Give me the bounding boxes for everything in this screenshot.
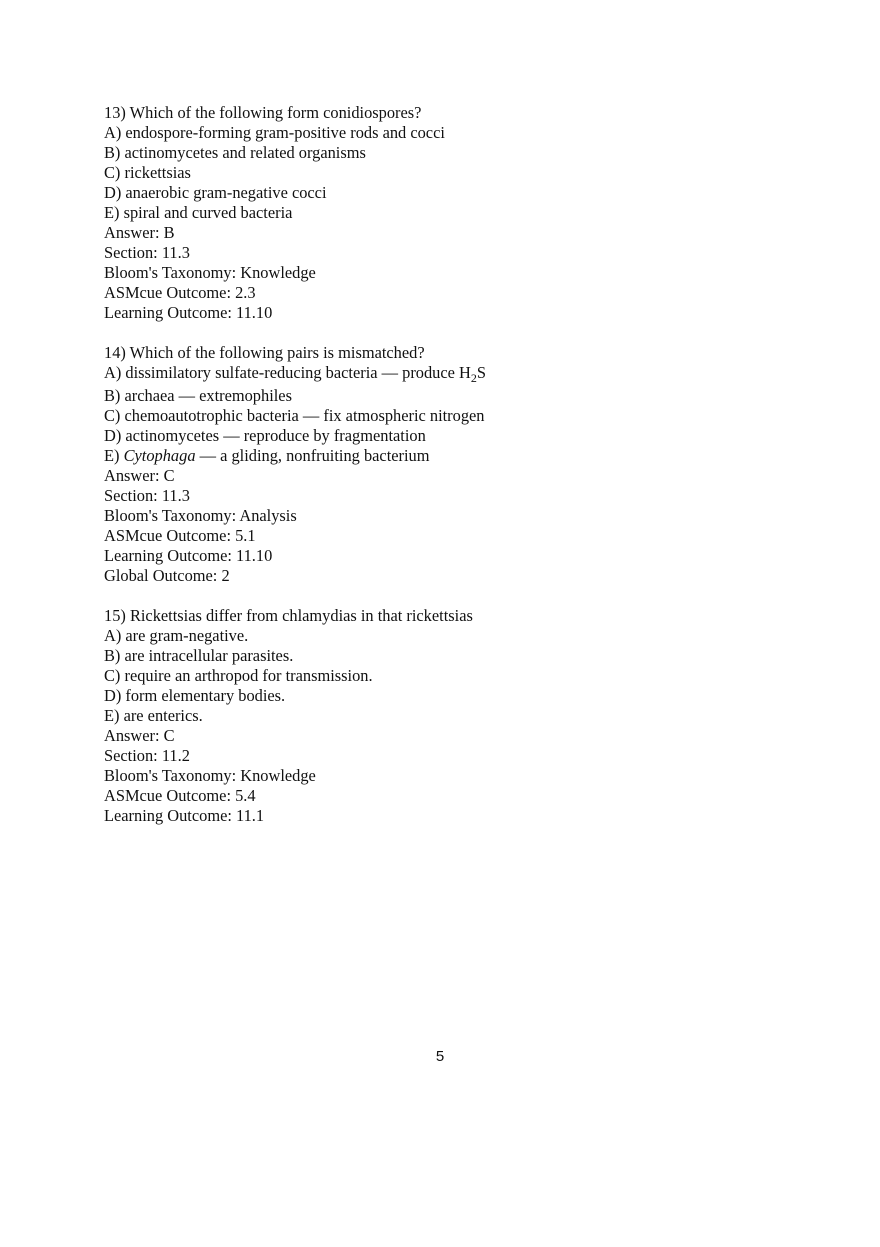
asmcue-outcome: ASMcue Outcome: 5.1 [104,525,256,545]
option-a [104,363,804,386]
asmcue-outcome: ASMcue Outcome: 5.4 [104,785,256,805]
genus-name: Cytophaga [123,445,196,465]
option-c: C) rickettsias [104,163,191,182]
answer: Answer: C [104,465,175,485]
option-a-text: A) dissimilatory sulfate-reducing bacteria — produce H [104,363,471,382]
blooms-taxonomy: Bloom's Taxonomy: Knowledge [104,765,316,785]
option-a-suffix: S [476,363,486,382]
learning-outcome: Learning Outcome: 11.1 [104,805,265,825]
section: Section: 11.2 [104,745,190,765]
option-e-text: — a gliding, nonfruiting bacterium [195,445,430,465]
option-b: B) are intracellular parasites. [104,645,294,665]
option-e: E) are enterics. [104,705,203,725]
option-b: B) archaea — extremophiles [104,385,292,405]
option-b: B) actinomycetes and related organisms [104,143,366,162]
option-c: C) require an arthropod for transmission. [104,665,373,685]
section: Section: 11.3 [104,243,190,262]
global-outcome: Global Outcome: 2 [104,565,230,585]
question-list [104,103,804,846]
option-a: A) are gram-negative. [104,625,249,645]
blooms-taxonomy: Bloom's Taxonomy: Analysis [104,505,297,525]
page-number: 5 [435,1048,445,1065]
answer: Answer: B [104,223,175,242]
option-e [104,446,804,466]
section: Section: 11.3 [104,485,190,505]
question-13 [104,103,804,323]
option-e: E) spiral and curved bacteria [104,203,293,222]
learning-outcome: Learning Outcome: 11.10 [104,545,273,565]
asmcue-outcome: ASMcue Outcome: 2.3 [104,283,256,302]
option-a: A) endospore-forming gram-positive rods and cocci [104,123,445,142]
blooms-taxonomy: Bloom's Taxonomy: Knowledge [104,263,316,282]
option-c: C) chemoautotrophic bacteria — fix atmospheric nitrogen [104,405,485,425]
option-d: D) anaerobic gram-negative cocci [104,183,327,202]
question-stem: 13) Which of the following form conidiospores? [104,103,422,122]
answer: Answer: C [104,725,175,745]
learning-outcome: Learning Outcome: 11.10 [104,303,273,322]
question-stem: 15) Rickettsias differ from chlamydias in that rickettsias [104,605,473,625]
option-d: D) actinomycetes — reproduce by fragmentation [104,425,426,445]
subscript: 2 [470,371,477,385]
option-d: D) form elementary bodies. [104,685,286,705]
option-e-prefix: E) [104,445,124,465]
question-stem: 14) Which of the following pairs is mismatched? [104,343,425,362]
question-14 [104,343,804,586]
question-15 [104,606,804,826]
